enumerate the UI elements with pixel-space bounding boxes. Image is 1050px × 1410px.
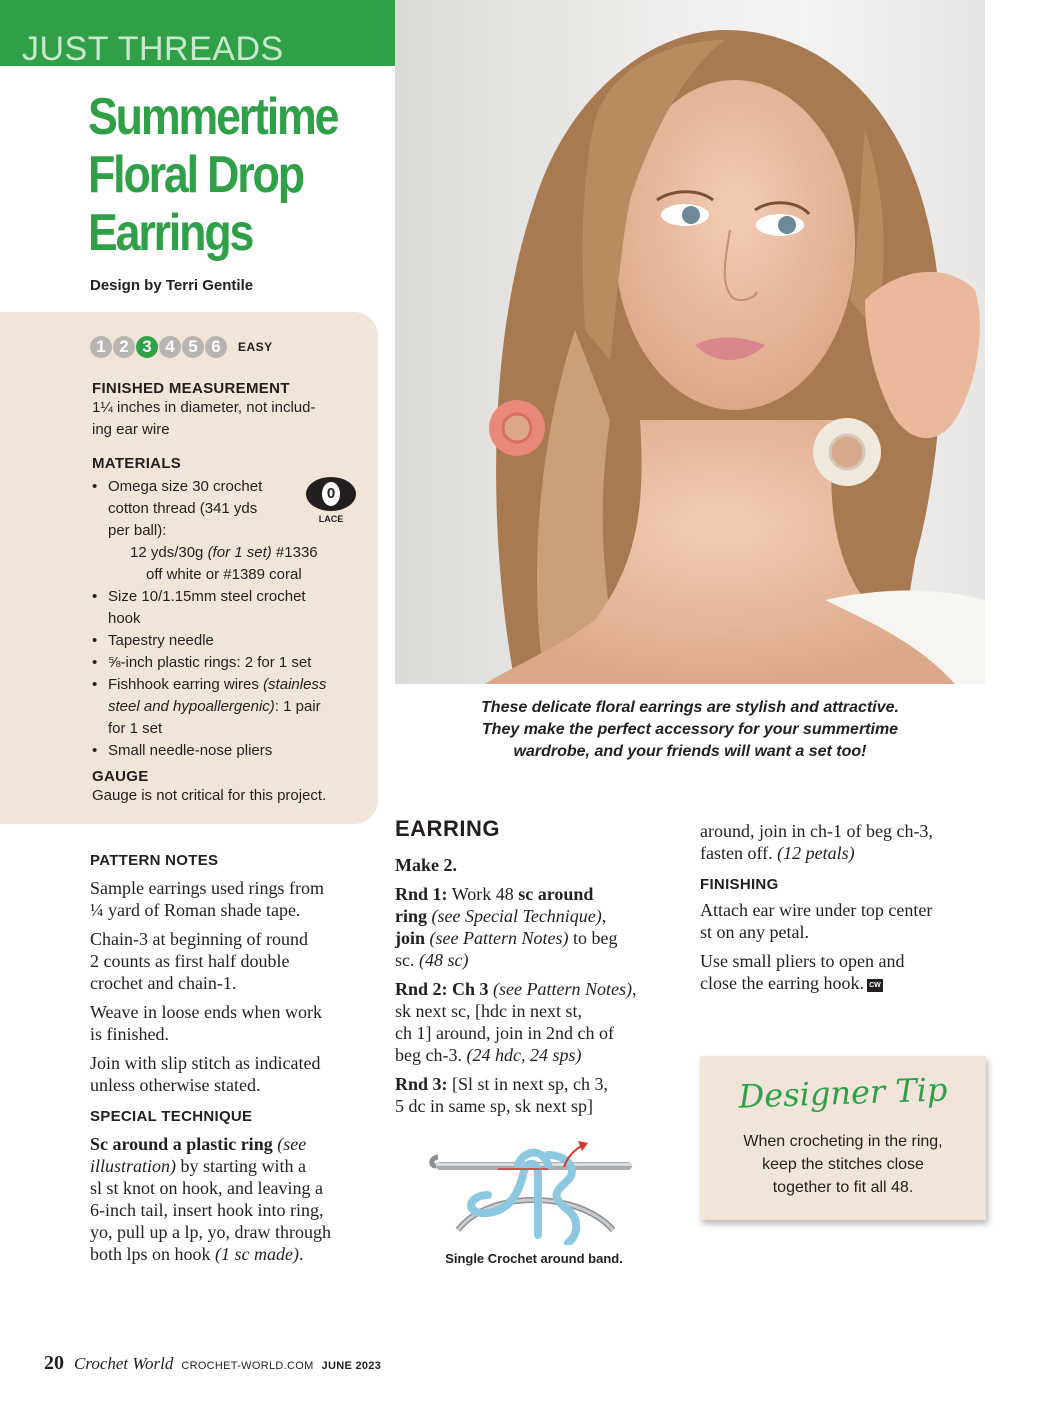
list-item-cont: hook bbox=[108, 610, 141, 627]
special-technique-heading: SPECIAL TECHNIQUE bbox=[90, 1108, 253, 1125]
list-item-cont: steel and hypoallergenic): 1 pair bbox=[108, 698, 321, 715]
title-line: Floral Drop bbox=[88, 146, 303, 204]
round-3-continued: around, join in ch-1 of beg ch-3, fasten off. (12 petals) bbox=[700, 821, 933, 863]
list-item: • ⅝-inch plastic rings: 2 for 1 set bbox=[92, 652, 362, 674]
designer-tip-text: When crocheting in the ring, keep the stitches close together to fit all 48. bbox=[743, 1133, 943, 1196]
make-count: Make 2. bbox=[395, 855, 457, 875]
designer-tip-title: Designer Tip bbox=[737, 1070, 949, 1116]
list-item-sub: off white or #1389 coral bbox=[146, 566, 302, 583]
skill-level-5: 5 bbox=[182, 336, 204, 358]
end-mark-icon: CW bbox=[867, 979, 883, 992]
website-url: CROCHET-WORLD.COM bbox=[181, 1360, 314, 1372]
single-crochet-illustration bbox=[428, 1135, 638, 1245]
finishing-paragraph: Use small pliers to open and close the earring hook. CW bbox=[700, 951, 905, 993]
finished-line: ing ear wire bbox=[92, 421, 170, 438]
gauge bbox=[92, 768, 362, 807]
illustration-caption: Single Crochet around band. bbox=[445, 1251, 623, 1266]
special-technique-text: Sc around a plastic ring (see illustration) by starting with a sl st knot on hook, and leaving a 6-inch tail, insert hook into ring, yo, pull up a lp, yo, draw through both lps on hook (1 sc made). bbox=[90, 1134, 331, 1264]
skill-level-indicator bbox=[90, 336, 273, 358]
list-item-cont: for 1 set bbox=[108, 720, 163, 737]
gauge-heading: GAUGE bbox=[92, 768, 149, 785]
skill-level-2: 2 bbox=[113, 336, 135, 358]
magazine-name: Crochet World bbox=[74, 1354, 174, 1373]
skill-level-3: 3 bbox=[136, 336, 158, 358]
list-item: • Tapestry needle bbox=[92, 630, 362, 652]
finished-heading: FINISHED MEASUREMENT bbox=[92, 380, 290, 397]
skill-level-6: 6 bbox=[205, 336, 227, 358]
skill-level-4: 4 bbox=[159, 336, 181, 358]
note-paragraph: Chain-3 at beginning of round 2 counts as first half double crochet and chain-1. bbox=[90, 929, 308, 993]
section-banner bbox=[0, 0, 395, 66]
finished-line: 1¼ inches in diameter, not includ- bbox=[92, 399, 316, 416]
photo-caption bbox=[395, 697, 985, 763]
list-item: • Fishhook earring wires (stainless bbox=[92, 674, 362, 696]
model-photo bbox=[395, 0, 985, 684]
column-finishing bbox=[700, 820, 990, 1001]
page-number: 20 bbox=[44, 1352, 64, 1374]
title-line: Earrings bbox=[88, 204, 253, 262]
page-footer bbox=[44, 1352, 381, 1375]
yarn-weight-icon bbox=[304, 477, 358, 525]
gauge-text: Gauge is not critical for this project. bbox=[92, 787, 327, 804]
round-1: Rnd 1: Work 48 sc around ring (see Special Technique), join (see Pattern Notes) to beg sc. (48 sc) bbox=[395, 884, 618, 970]
yarn-ball-icon bbox=[306, 477, 356, 511]
designer-tip-box bbox=[700, 1056, 986, 1220]
woman-wearing-earrings-image bbox=[395, 0, 985, 684]
list-item: • Size 10/1.15mm steel crochet bbox=[92, 586, 362, 608]
caption-line: These delicate floral earrings are stylish and attractive. bbox=[481, 699, 899, 716]
caption-line: wardrobe, and your friends will want a set too! bbox=[513, 743, 867, 760]
yarn-weight-number: 0 bbox=[322, 482, 340, 506]
list-item: • Small needle-nose pliers bbox=[92, 740, 362, 762]
note-paragraph: Sample earrings used rings from ¼ yard of Roman shade tape. bbox=[90, 878, 324, 920]
section-label: JUST THREADS bbox=[22, 30, 284, 68]
yarn-weight-label: LACE bbox=[318, 514, 344, 524]
finished-measurement bbox=[92, 380, 362, 441]
skill-level-label: EASY bbox=[238, 340, 273, 354]
list-item-cont: cotton thread (341 yds bbox=[108, 500, 258, 517]
caption-line: They make the perfect accessory for your summertime bbox=[481, 721, 899, 738]
finishing-heading: FINISHING bbox=[700, 876, 779, 893]
title-line: Summertime bbox=[88, 88, 338, 146]
finishing-paragraph: Attach ear wire under top center st on any petal. bbox=[700, 900, 933, 942]
column-pattern-notes bbox=[90, 852, 380, 1265]
list-item-cont: per ball): bbox=[108, 522, 167, 539]
list-item-sub: 12 yds/30g (for 1 set) #1336 bbox=[130, 544, 318, 561]
skill-level-1: 1 bbox=[90, 336, 112, 358]
list-item: • Omega size 30 crochet bbox=[92, 476, 362, 498]
column-earring bbox=[395, 816, 685, 1124]
pattern-notes-heading: PATTERN NOTES bbox=[90, 852, 219, 869]
note-paragraph: Join with slip stitch as indicated unless otherwise stated. bbox=[90, 1053, 321, 1095]
issue-date: JUNE 2023 bbox=[321, 1360, 382, 1372]
earring-heading: EARRING bbox=[395, 816, 500, 841]
materials-heading: MATERIALS bbox=[92, 455, 182, 472]
round-2: Rnd 2: Ch 3 (see Pattern Notes), sk next sc, [hdc in next st, ch 1] around, join in 2nd ch of beg ch-3. (24 hdc, 24 sps) bbox=[395, 979, 637, 1065]
page-title bbox=[88, 88, 346, 262]
byline: Design by Terri Gentile bbox=[90, 277, 254, 294]
note-paragraph: Weave in loose ends when work is finished. bbox=[90, 1002, 322, 1044]
round-3: Rnd 3: [Sl st in next sp, ch 3, 5 dc in same sp, sk next sp] bbox=[395, 1074, 609, 1116]
